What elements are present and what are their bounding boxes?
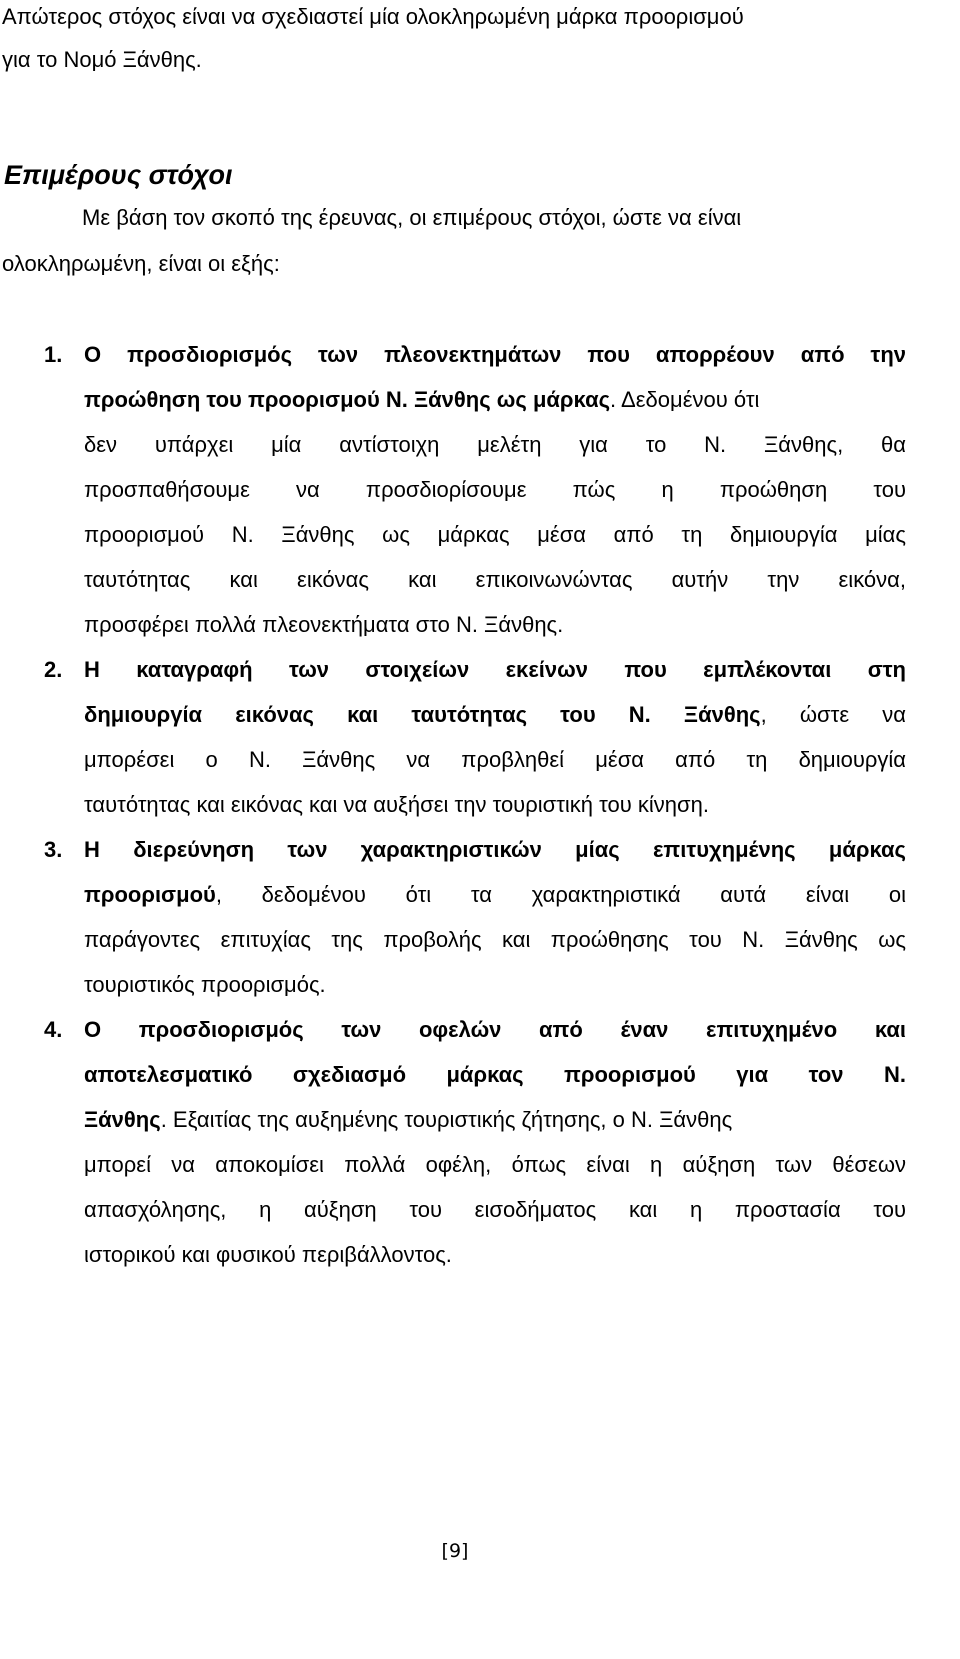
objective-body-line: ταυτότητας και εικόνας και να αυξήσει την τουριστική του κίνηση. bbox=[84, 792, 709, 817]
objective-title-line bbox=[84, 1105, 906, 1135]
objective-title-text: προορισμού bbox=[84, 882, 216, 907]
objective-body-line: προορισμού Ν. Ξάνθης ως μάρκας μέσα από τη δημιουργία μίας bbox=[84, 522, 906, 547]
objective-title-line bbox=[84, 700, 906, 730]
objective-body-line: παράγοντες επιτυχίας της προβολής και προώθησης του Ν. Ξάνθης ως bbox=[84, 927, 906, 952]
intro-line-1: Απώτερος στόχος είναι να σχεδιαστεί μία ολοκληρωμένη μάρκα προορισμού bbox=[2, 4, 744, 29]
objective-title-line: Η καταγραφή των στοιχείων εκείνων που εμπλέκονται στη bbox=[84, 657, 906, 682]
objective-title-text: Ξάνθης bbox=[84, 1107, 161, 1132]
objective-body-line: δεν υπάρχει μία αντίστοιχη μελέτη για το Ν. Ξάνθης, θα bbox=[84, 432, 906, 457]
objective-body-line: ταυτότητας και εικόνας και επικοινωνώντας αυτήν την εικόνα, bbox=[84, 567, 906, 592]
objective-body-text: , ώστε να bbox=[760, 702, 907, 727]
objective-body-line: ιστορικού και φυσικού περιβάλλοντος. bbox=[84, 1242, 452, 1267]
objective-title-line bbox=[84, 385, 906, 415]
objective-number: 4. bbox=[44, 1017, 63, 1042]
objective-body-text: . Εξαιτίας της αυξημένης τουριστικής ζήτησης, ο Ν. Ξάνθης bbox=[160, 1107, 733, 1132]
objective-title-line: Ο προσδιορισμός των οφελών από έναν επιτυχημένο και bbox=[84, 1017, 906, 1042]
objective-number: 1. bbox=[44, 342, 63, 367]
page-number: [9] bbox=[441, 1540, 469, 1562]
section-heading: Επιμέρους στόχοι bbox=[4, 160, 233, 190]
objective-title-text: δημιουργία εικόνας και ταυτότητας του Ν. Ξάνθης bbox=[84, 702, 761, 727]
section-line-2: ολοκληρωμένη, είναι οι εξής: bbox=[2, 251, 280, 276]
objective-body-line: τουριστικός προορισμός. bbox=[84, 972, 326, 997]
objective-title-line: Η διερεύνηση των χαρακτηριστικών μίας επιτυχημένης μάρκας bbox=[84, 837, 906, 862]
objective-body-line: προσφέρει πολλά πλεονεκτήματα στο Ν. Ξάνθης. bbox=[84, 612, 564, 637]
objective-title-line bbox=[84, 880, 906, 910]
objective-number: 3. bbox=[44, 837, 63, 862]
intro-line-2: για το Νομό Ξάνθης. bbox=[2, 47, 202, 72]
objective-body-line: απασχόλησης, η αύξηση του εισοδήματος και η προστασία του bbox=[84, 1197, 906, 1222]
objective-title-line: αποτελεσματικό σχεδιασμό μάρκας προορισμού για τον Ν. bbox=[84, 1062, 906, 1087]
objective-body-text: . Δεδομένου ότι bbox=[610, 387, 760, 412]
objective-body-text: , δεδομένου ότι τα χαρακτηριστικά αυτά είναι οι bbox=[215, 882, 906, 907]
objective-body-line: μπορέσει ο Ν. Ξάνθης να προβληθεί μέσα από τη δημιουργία bbox=[84, 747, 906, 772]
objective-body-line: μπορεί να αποκομίσει πολλά οφέλη, όπως είναι η αύξηση των θέσεων bbox=[84, 1152, 906, 1177]
objective-title-text: προώθηση του προορισμού Ν. Ξάνθης ως μάρκας bbox=[84, 387, 611, 412]
objective-title-line: Ο προσδιορισμός των πλεονεκτημάτων που απορρέουν από την bbox=[84, 342, 906, 367]
objective-body-line: προσπαθήσουμε να προσδιορίσουμε πώς η προώθηση του bbox=[84, 477, 906, 502]
section-line-1: Με βάση τον σκοπό της έρευνας, οι επιμέρους στόχοι, ώστε να είναι bbox=[82, 205, 742, 230]
objective-number: 2. bbox=[44, 657, 63, 682]
